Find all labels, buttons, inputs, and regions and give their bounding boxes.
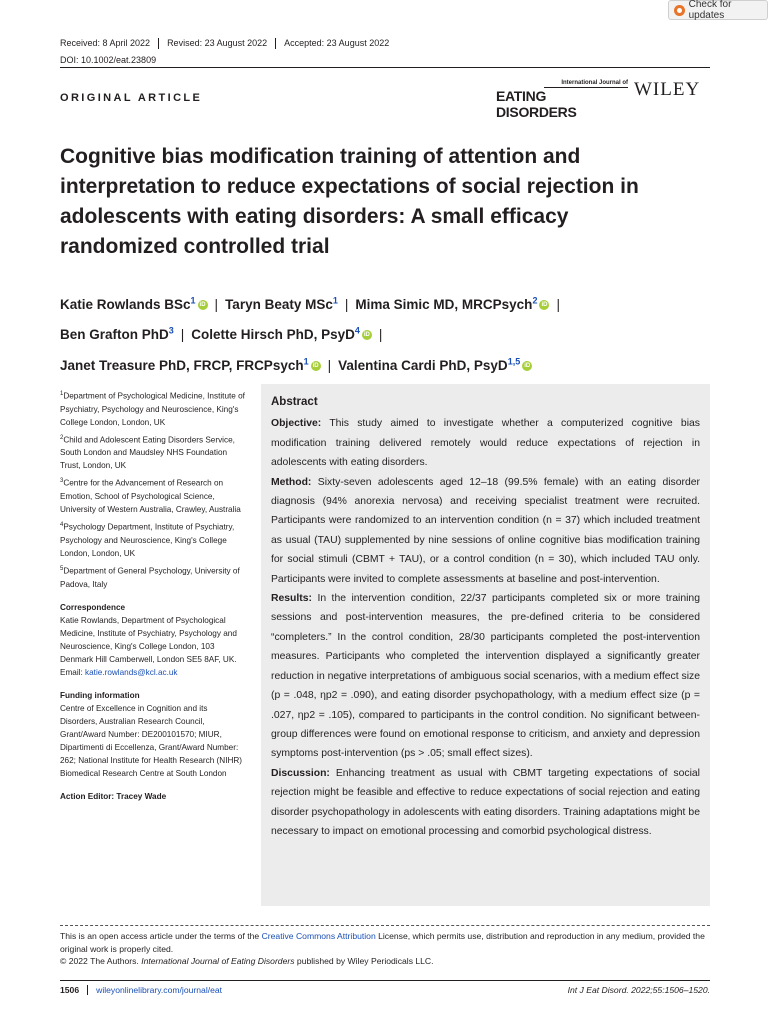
page-footer [60,985,710,995]
article-info-column [60,388,245,803]
doi: DOI: 10.1002/eat.23809 [60,55,157,65]
author-separator: | [378,327,383,342]
author-affiliation-number[interactable]: 1 [303,356,309,366]
accepted-date: Accepted: 23 August 2022 [284,38,390,48]
orcid-icon[interactable]: iD [541,301,548,308]
action-editor: Action Editor: Tracey Wade [60,791,167,801]
license-divider [60,925,710,926]
correspondence-text: Katie Rowlands, Department of Psychological Medicine, Institute of Psychiatry, Psychology and Neuroscience, King's College London, 103 Denmark Hill Camberwell, London SE5 8AF, UK. Email: katie.rowlands@kcl.ac.uk [60,615,237,677]
publisher-logo: WILEY [634,79,701,100]
author-list [60,287,710,379]
copyright-text: © 2022 The Authors. International Journal of Eating Disorders published by Wiley Periodicals LLC. [60,956,434,966]
author-affiliation-number[interactable]: 2 [532,295,538,305]
correspondence-heading: Correspondence [60,602,126,612]
abstract-box [261,384,710,906]
article-title: Cognitive bias modification training of attention and interpretation to reduce expectations of social rejection in adolescents with eating disorders: A small efficacy randomized controlled trial [60,145,639,258]
author-affiliation-number[interactable]: 1,5 [507,356,521,366]
affiliation: $^3$Centre for the Advancement of Research on Emotion, School of Psychological Science, University of Western Australia, Crawley, Australia [60,478,241,515]
article-type: ORIGINAL ARTICLE [60,92,203,104]
author [355,297,549,312]
article-dates [60,38,405,49]
author [338,358,532,373]
author-name: Janet Treasure PhD, FRCP, FRCPsych [60,357,304,373]
author [60,358,321,373]
journal-citation: Int J Eat Disord. 2022;55:1506–1520. [567,985,710,995]
check-for-updates-button[interactable] [668,0,768,20]
orcid-icon[interactable]: iD [363,332,370,339]
funding-heading: Funding information [60,690,140,700]
author [191,327,372,342]
footer-divider [60,980,710,981]
author-affiliation-number[interactable]: 1 [332,295,338,305]
abstract-results: Results: In the intervention condition, 22/37 participants completed six or more training sessions and post-intervention measures, the pre-defined criteria to be considered “completers.” In the control condition, 28/30 participants completed the post-intervention measures. Participants who completed the intervention displayed a significantly greater reduction in negative interpretations of ambiguous social scenarios, with a medium effect size (p = .048, ηp2 = .090), and eating disorder psychopathology, with a medium effect size (p = .027, ηp2 = .105), compared to participants in the control condition. No significant between-group differences were found on emotional response to criticism, and anxiety and depression symptoms post-intervention (ps > .05; small effect sizes). [271,593,700,760]
author-separator: | [556,296,560,312]
author-name: Mima Simic MD, MRCPsych [355,296,533,312]
affiliation: $^1$Department of Psychological Medicine, Institute of Psychiatry, Psychology and Neuroscience, King's College London, London, UK [60,391,245,427]
page-number: 1506 [60,985,88,995]
author-affiliation-number[interactable]: 3 [168,325,174,336]
author-affiliation-number[interactable]: 1 [190,295,196,305]
author [60,327,174,342]
received-date: Received: 8 April 2022 [60,38,159,49]
journal-logo-small-text: International Journal of [544,79,628,88]
author-name: Valentina Cardi PhD, PsyD [338,357,508,373]
affiliation: $^2$Child and Adolescent Eating Disorders Service, South London and Maudsley NHS Foundation Trust, London, UK [60,434,235,471]
header-divider [60,67,710,68]
author [60,297,208,312]
author-separator: | [214,296,219,312]
author-name: Katie Rowlands BSc [60,296,191,312]
abstract-heading: Abstract [271,396,318,408]
correspondence-email-link[interactable]: katie.rowlands@kcl.ac.uk [85,667,178,677]
orcid-icon[interactable]: iD [199,301,206,308]
journal-logo [496,79,628,120]
abstract-method: Method: Sixty-seven adolescents aged 12–18 (99.5% female) with an eating disorder diagnosis (94% anorexia nervosa) and receiving specialist treatment were recruited. Participants were randomized to an intervention condition (n = 37) which included treatment as usual (TAU) supplemented by nine sessions of online cognitive bias modification training for social stimuli (CBMT + TAU), or a control condition (n = 30), which included TAU only. Participants were invited to complete assessments at baseline and post-intervention. [271,476,700,585]
affiliation: $^5$Department of General Psychology, University of Padova, Italy [60,565,240,589]
journal-logo-name: EATING DISORDERS [496,88,577,120]
author-name: Colette Hirsch PhD, PsyD [191,327,355,342]
author-separator: | [344,296,349,312]
funding-text: Centre of Excellence in Cognition and its Disorders, Australian Research Council, Grant/Award Number: DE200101570; MIUR, Dipartimenti di Eccellenza, Grant/Award Number: 262; National Institute for Health Research (NIHR) Biomedical Research Centre at South London [60,703,243,778]
orcid-icon[interactable]: iD [312,362,319,369]
journal-url-link[interactable]: wileyonlinelibrary.com/journal/eat [96,985,223,995]
author-name: Taryn Beaty MSc [225,296,333,312]
license-text: This is an open access article under the terms of the Creative Commons Attribution License, which permits use, distribution and reproduction in any medium, provided the original work is properly cited. [60,931,705,954]
author [225,297,338,312]
abstract-discussion: Discussion: Enhancing treatment as usual with CBMT targeting expectations of social rejection might be feasible and effective to reduce expectations of social rejection and eating disorder psychopathology in adolescents with eating disorders. Training adaptations might be necessary to impact on emotional processing and comorbid psychological distress. [271,767,700,837]
affiliation: $^4$Psychology Department, Institute of Psychiatry, Psychology and Neuroscience, King's College London, London, UK [60,522,235,558]
author-name: Ben Grafton PhD [60,327,169,342]
author-separator: | [327,357,332,373]
license-notice [60,930,710,968]
creative-commons-link[interactable]: Creative Commons Attribution [261,931,376,941]
abstract-objective: Objective: This study aimed to investigate whether a computerized cognitive bias modification training delivered remotely would reduce expectations of rejection in adolescents with eating disorders. [271,418,700,469]
check-updates-icon [674,5,685,16]
affiliations [60,388,245,591]
author-affiliation-number[interactable]: 4 [354,325,360,336]
orcid-icon[interactable]: iD [524,362,531,369]
author-separator: | [180,327,185,342]
revised-date: Revised: 23 August 2022 [167,38,276,49]
check-for-updates-label: Check for updates [688,0,732,21]
